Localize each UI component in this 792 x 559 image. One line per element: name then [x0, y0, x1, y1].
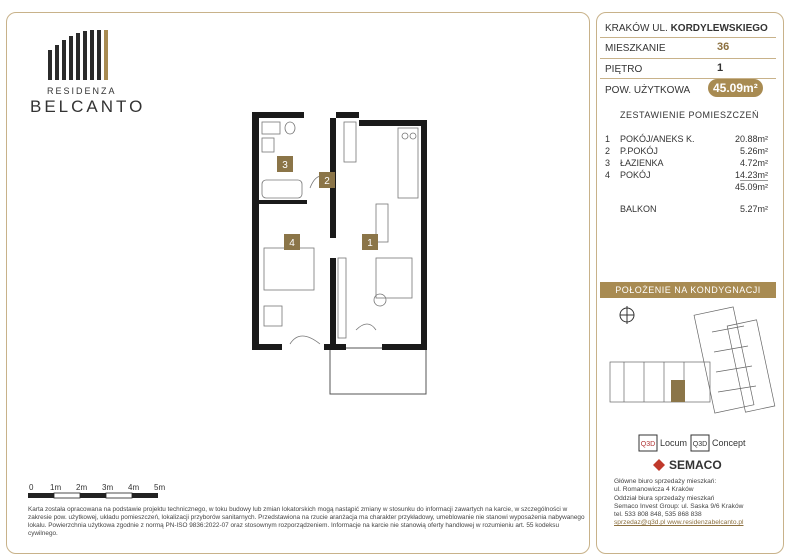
- area-label: POW. UŻYTKOWA: [605, 85, 691, 96]
- belcanto-logo-icon: [46, 28, 116, 80]
- room-number: 4: [605, 170, 611, 180]
- room-area: 5.26m²: [739, 146, 768, 156]
- key-plan: [604, 302, 776, 420]
- wall-bottom-c: [382, 344, 427, 350]
- room-number: 2: [605, 146, 611, 156]
- contact-line: Główne biuro sprzedaży mieszkań:: [614, 478, 717, 485]
- contact-line: Oddział biura sprzedaży mieszkań: [614, 494, 715, 502]
- room-name: ŁAZIENKA: [620, 158, 664, 168]
- contact-block: [614, 478, 784, 528]
- contact-links[interactable]: sprzedaz@q3d.pl www.residenzabelcanto.pl: [614, 519, 744, 527]
- floor-label: PIĘTRO: [605, 64, 643, 75]
- total-rule: [740, 180, 768, 181]
- partner-locum: Locum: [660, 438, 688, 448]
- q3d-logo-icon: [690, 434, 710, 452]
- wall-top-left: [252, 112, 304, 118]
- location-title: POŁOŻENIE NA KONDYGNACJI: [600, 282, 776, 298]
- floor-value: 1: [717, 62, 724, 74]
- scale-label-5: 5m: [154, 483, 166, 492]
- semaco-logo-icon: [652, 458, 666, 472]
- scale-label-3: 3m: [102, 483, 114, 492]
- scale-label-1: 1m: [50, 483, 62, 492]
- room-label-3: 3: [282, 160, 288, 171]
- address-prefix: KRAKÓW UL.: [605, 23, 668, 34]
- room-name: POKÓJ/ANEKS K.: [620, 134, 695, 144]
- brand-name: BELCANTO: [30, 97, 146, 116]
- area-value-badge: 45.09m²: [708, 79, 763, 97]
- scale-label-2: 2m: [76, 483, 88, 492]
- wall-left: [252, 112, 259, 350]
- balcony-area: 5.27m²: [739, 204, 768, 214]
- apartment-label: MIESZKANIE: [605, 43, 666, 54]
- room-label-2: 2: [324, 176, 330, 187]
- wall-top-right: [359, 120, 427, 126]
- room-label-1: 1: [367, 238, 373, 249]
- partner-concept: Concept: [712, 438, 746, 448]
- rooms-title: ZESTAWIENIE POMIESZCZEŃ: [620, 110, 760, 120]
- divider: [600, 58, 776, 59]
- address-street: KORDYLEWSKIEGO: [670, 23, 768, 34]
- partner-semaco: SEMACO: [669, 458, 722, 472]
- svg-text:Q3D: Q3D: [640, 441, 656, 448]
- balcony-outline: [330, 348, 426, 394]
- balcony-label: BALKON: [620, 204, 657, 214]
- contact-line: tel. 533 808 848, 535 868 838: [614, 511, 702, 519]
- rooms-total: 45.09m²: [734, 182, 768, 192]
- room-label-4: 4: [289, 238, 295, 249]
- room-area: 4.72m²: [739, 158, 768, 168]
- scale-label-0: 0: [29, 483, 34, 492]
- wall-bottom-a: [252, 344, 282, 350]
- address: [605, 23, 768, 34]
- wall-right: [421, 120, 427, 350]
- wall-top-mid: [336, 112, 359, 118]
- svg-text:Q3D: Q3D: [692, 441, 708, 448]
- apartment-location-marker: [671, 380, 685, 402]
- floor-plan: [250, 108, 430, 398]
- brand-small: RESIDENZA: [47, 86, 117, 96]
- wall-inner-v2: [330, 258, 336, 348]
- scale-label-4: 4m: [128, 483, 140, 492]
- room-number: 1: [605, 134, 611, 144]
- divider: [600, 37, 776, 38]
- contact-line: ul. Romanowicza 4 Kraków: [614, 486, 694, 494]
- room-area: 20.88m²: [734, 134, 768, 144]
- room-name: POKÓJ: [620, 170, 651, 180]
- scale-bar: [27, 492, 187, 500]
- wall-inner-h: [259, 200, 307, 204]
- room-area: 14.23m²: [734, 170, 768, 180]
- q3d-logo-icon: [638, 434, 658, 452]
- contact-line: Semaco Invest Group: ul. Saska 9/6 Kraków: [614, 502, 744, 510]
- disclaimer-text: Karta została opracowana na podstawie projektu technicznego, w toku budowy lub zmian lokatorskich mogą nastąpić zmiany w stosunku do informacji zawartych na karcie, w szczególności w zakresie pow. użytkowej, układu pomieszczeń, lokalizacji przyborów sanitarnych. Przedstawiona na rzucie aranżacja ma charakter przykładowy, umeblowanie nie stanowi wyposażenia nabywanego lokalu. Powierzchnia użytkowa zgodnie z normą PN-ISO 9836:2022-07 oraz stosownym rozporządzeniem. Informacje na karcie nie stanowią oferty handlowej w rozumieniu art. 55 kodeksu cywilnego.: [28, 506, 585, 537]
- room-name: P.POKÓJ: [620, 146, 658, 156]
- apartment-number: 36: [717, 41, 730, 53]
- room-number: 3: [605, 158, 611, 168]
